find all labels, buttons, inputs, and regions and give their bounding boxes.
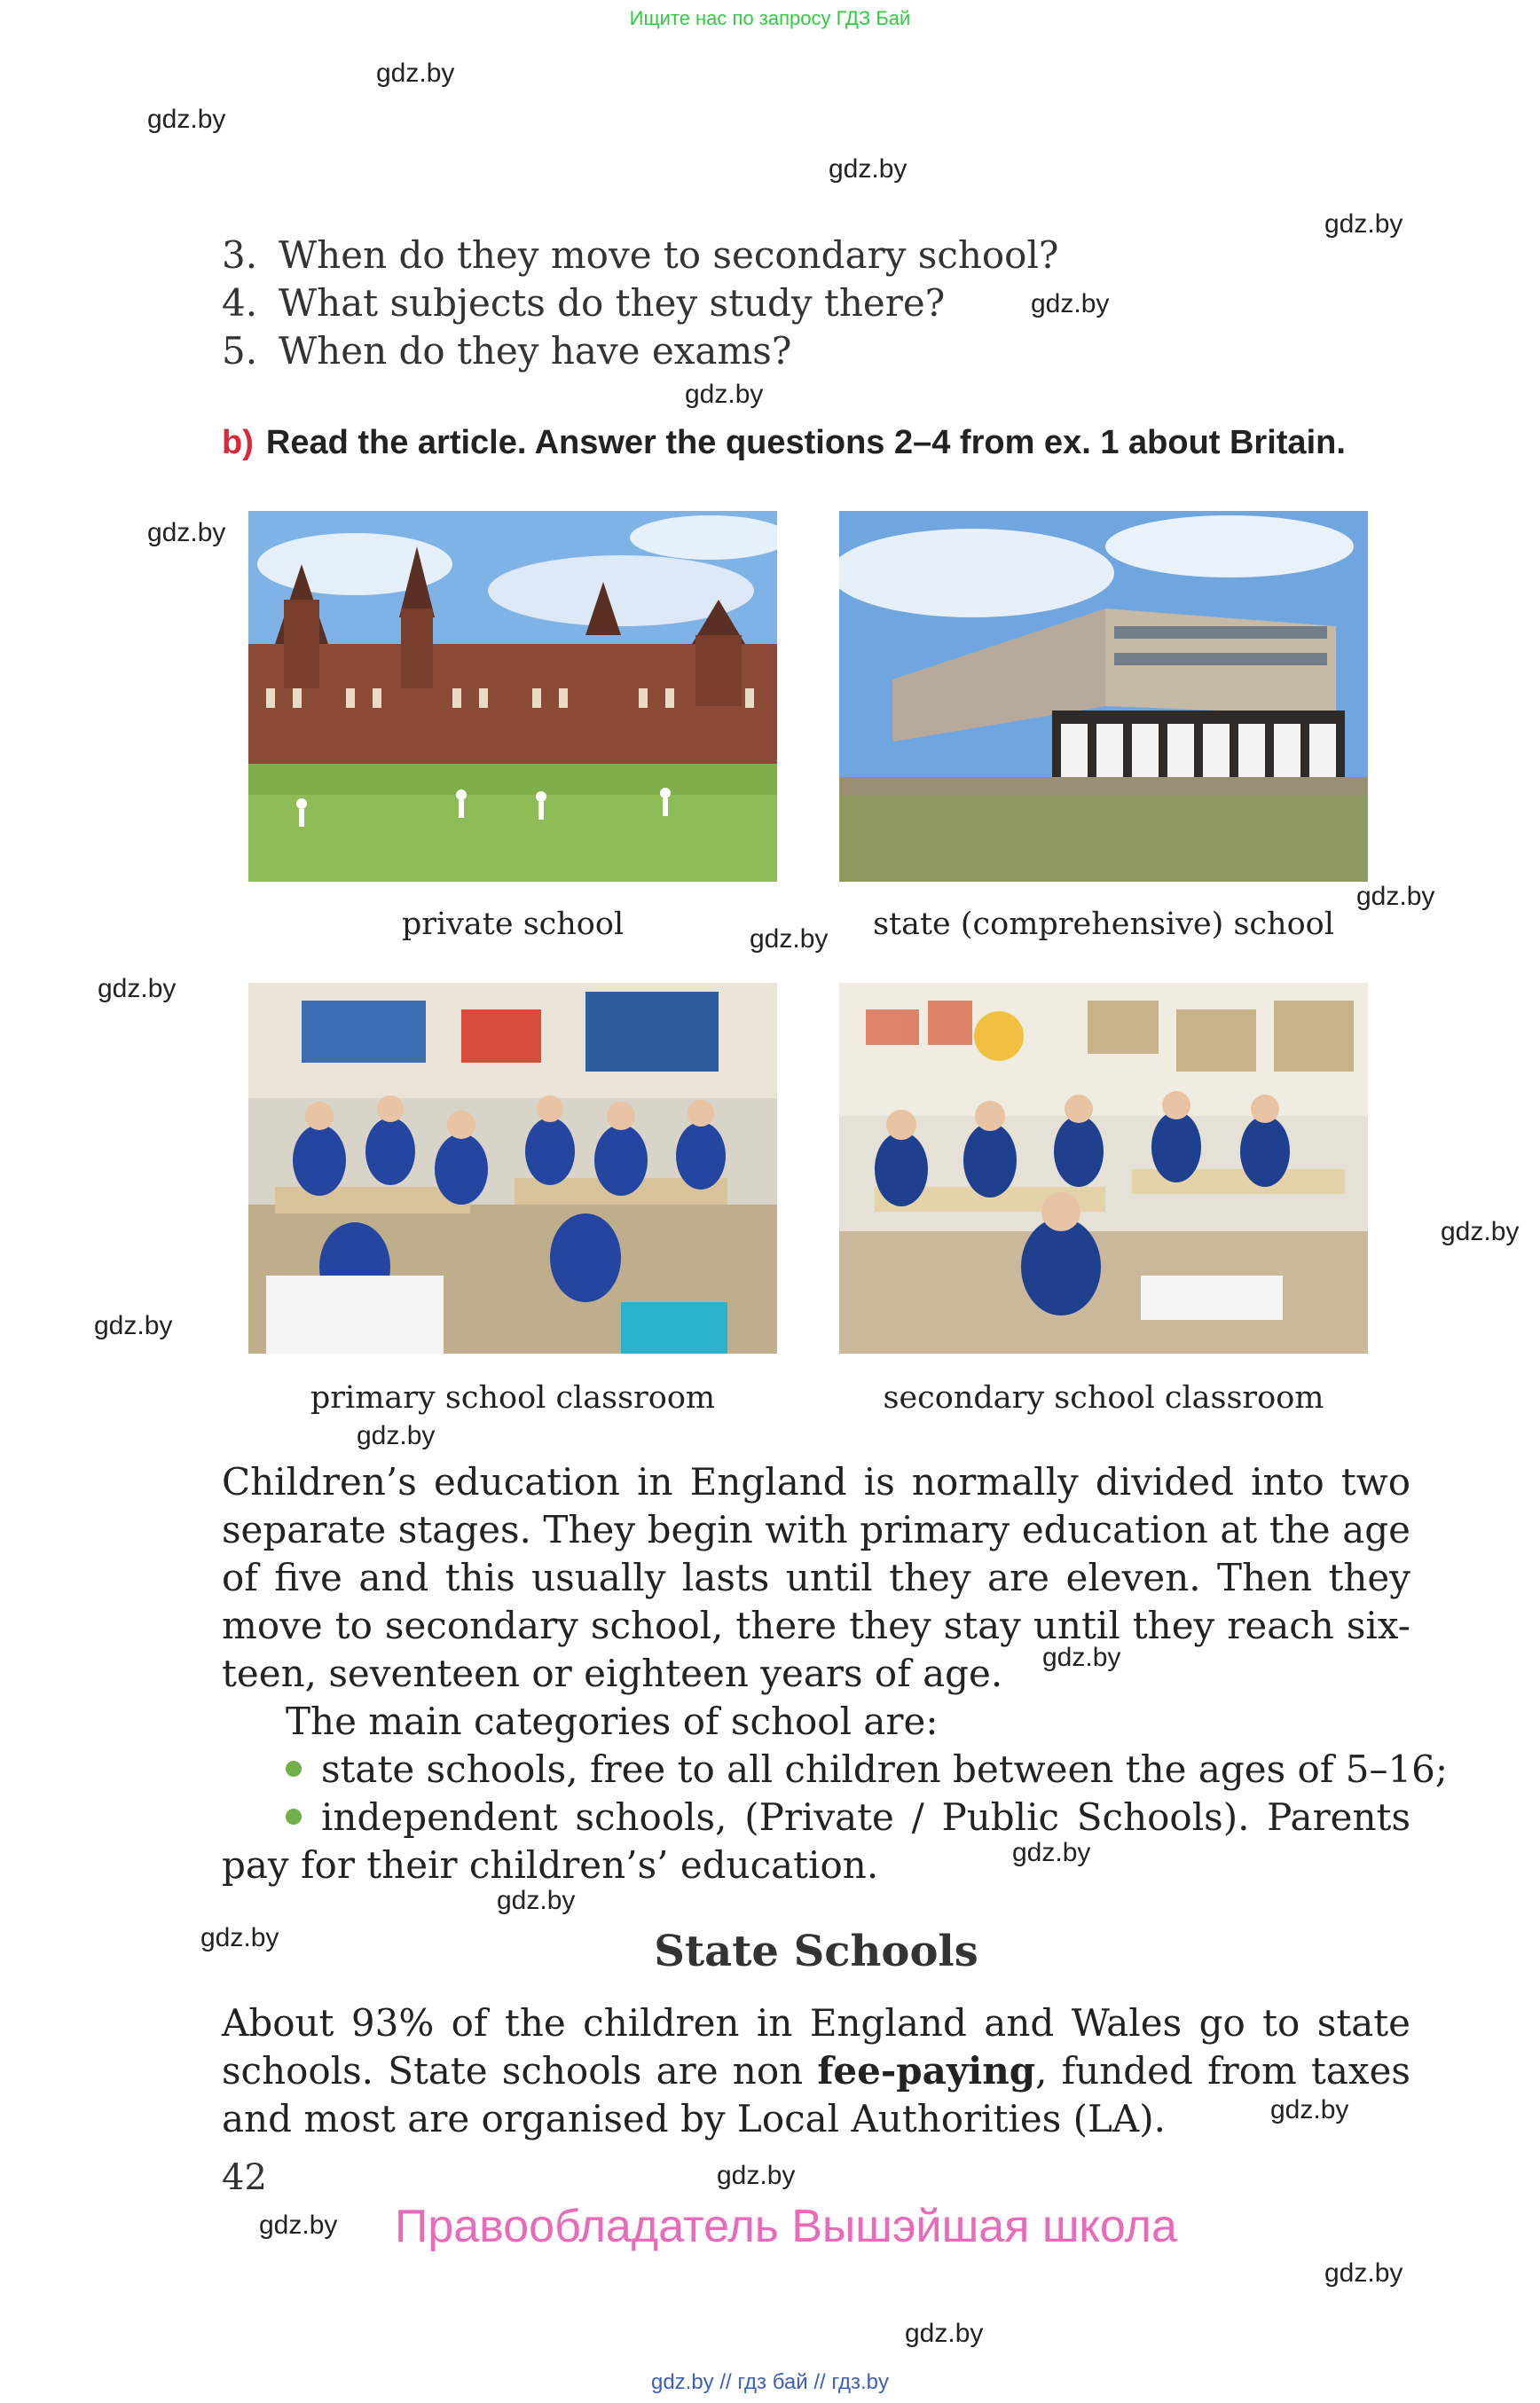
- watermark: gdz.by: [1324, 2258, 1403, 2288]
- text-line: Children’s education in England is normally divided into two: [222, 1460, 1410, 1504]
- watermark: gdz.by: [1270, 2095, 1349, 2124]
- private-school-photo: [248, 511, 777, 882]
- question-text: What subjects do they study there?: [279, 281, 946, 325]
- bold-term: fee-paying: [817, 2049, 1036, 2093]
- caption-secondary-classroom: secondary school classroom: [883, 1380, 1324, 1416]
- bullet-item-independent: [222, 1794, 1410, 1842]
- watermark: gdz.by: [259, 2211, 338, 2240]
- watermark: gdz.by: [497, 1886, 576, 1915]
- bullet-text: state schools, free to all children between the ages of 5–16;: [321, 1747, 1449, 1791]
- caption-primary-classroom: primary school classroom: [310, 1380, 716, 1416]
- page-number: 42: [222, 2157, 267, 2198]
- question-text: When do they move to secondary school?: [279, 233, 1059, 277]
- watermark: gdz.by: [94, 1311, 173, 1340]
- text-line: [222, 2047, 1410, 2095]
- watermark: gdz.by: [1324, 209, 1403, 239]
- watermark: gdz.by: [1042, 1643, 1121, 1672]
- text-segment: , funded from taxes: [1035, 2049, 1410, 2093]
- question-number: 3.: [222, 233, 258, 277]
- caption-private-school: private school: [401, 907, 625, 942]
- footer-links[interactable]: gdz.by // гдз бай // гдз.by: [650, 2370, 890, 2394]
- watermark: gdz.by: [1441, 1217, 1520, 1246]
- text-line: separate stages. They begin with primary education at the age: [222, 1508, 1410, 1551]
- text-line: move to secondary school, there they stay until they reach six-: [222, 1604, 1410, 1647]
- watermark: gdz.by: [147, 105, 226, 134]
- bullet-icon: [286, 1809, 302, 1825]
- primary-classroom-photo: [248, 983, 777, 1354]
- article-paragraph-2: [222, 1999, 1410, 2143]
- top-banner[interactable]: Ищите нас по запросу ГДЗ Бай: [629, 7, 911, 29]
- text-line: of five and this usually lasts until they are eleven. Then they: [222, 1556, 1410, 1599]
- bullet-item-state: [222, 1746, 1449, 1794]
- categories-list: [222, 1698, 1449, 1889]
- watermark: gdz.by: [750, 924, 829, 954]
- watermark: gdz.by: [829, 154, 908, 184]
- section-title: State Schools: [654, 1927, 978, 1976]
- question-text: When do they have exams?: [279, 329, 792, 373]
- bullet-continuation: pay for their children’s’ education.: [222, 1843, 879, 1887]
- question-number: 4.: [222, 281, 258, 325]
- bullet-icon: [286, 1761, 302, 1777]
- question-4: [222, 280, 945, 326]
- watermark: gdz.by: [98, 974, 177, 1003]
- watermark: gdz.by: [685, 380, 764, 409]
- text-line: teen, seventeen or eighteen years of age.: [222, 1652, 1003, 1695]
- secondary-classroom-photo: [839, 983, 1368, 1354]
- categories-intro: The main categories of school are:: [286, 1700, 939, 1743]
- caption-state-school: state (comprehensive) school: [873, 907, 1334, 942]
- question-5: [222, 328, 791, 374]
- watermark: gdz.by: [147, 518, 226, 547]
- watermark: gdz.by: [1356, 882, 1435, 911]
- watermark: gdz.by: [376, 59, 455, 88]
- question-3: [222, 232, 1058, 279]
- text-line: About 93% of the children in England and Wales go to state: [222, 2001, 1410, 2045]
- watermark: gdz.by: [717, 2161, 796, 2190]
- task-letter: b): [222, 424, 254, 461]
- text-segment: schools. State schools are non: [222, 2049, 818, 2093]
- task-instruction: [222, 424, 1346, 462]
- text-line: and most are organised by Local Authorities (LA).: [222, 2097, 1166, 2140]
- watermark: gdz.by: [905, 2319, 984, 2348]
- bullet-text: independent schools, (Private / Public Schools). Parents: [321, 1795, 1410, 1839]
- watermark: gdz.by: [357, 1421, 436, 1450]
- watermark: gdz.by: [200, 1923, 279, 1952]
- watermark: gdz.by: [1012, 1838, 1091, 1867]
- question-number: 5.: [222, 329, 258, 373]
- rights-notice: Правообладатель Вышэйшая школа: [395, 2201, 1177, 2252]
- task-text: Read the article. Answer the questions 2–4 from ex. 1 about Britain.: [265, 424, 1346, 461]
- watermark: gdz.by: [1031, 289, 1110, 318]
- state-school-photo: [839, 511, 1368, 882]
- article-paragraph-1: [222, 1458, 1410, 1698]
